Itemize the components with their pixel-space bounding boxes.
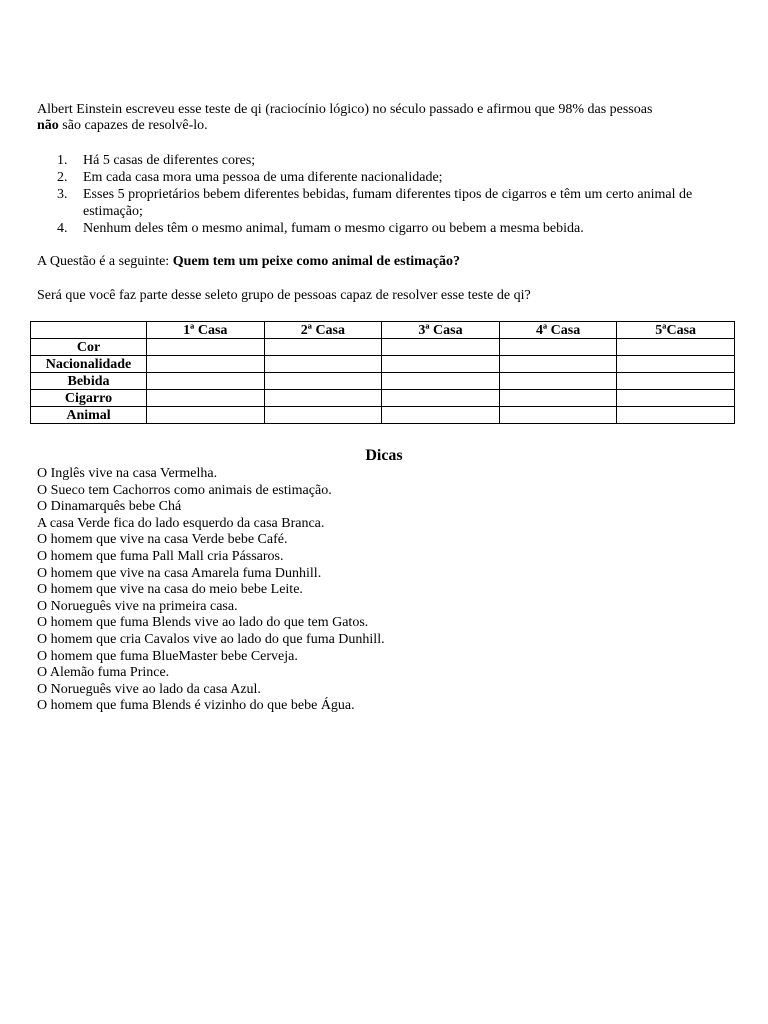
grid-header-row	[31, 322, 735, 339]
grid-row-cigarro	[31, 390, 735, 407]
rule-text: Nenhum deles têm o mesmo animal, fumam o mesmo cigarro ou bebem a mesma bebida.	[83, 221, 584, 236]
grid-cell[interactable]	[147, 390, 265, 407]
grid-row-label: Cigarro	[31, 390, 147, 407]
grid-cell[interactable]	[147, 339, 265, 356]
rule-item	[37, 220, 717, 237]
grid-cell[interactable]	[499, 407, 617, 424]
grid-header-cell: 1ª Casa	[147, 322, 265, 339]
rule-number: 3.	[57, 187, 68, 202]
dica-item: O homem que fuma Blends vive ao lado do que tem Gatos.	[37, 615, 369, 631]
question-prefix: A Questão é a seguinte:	[37, 254, 173, 269]
dica-item: O Alemão fuma Prince.	[37, 665, 170, 681]
grid-cell[interactable]	[147, 407, 265, 424]
dicas-list	[37, 466, 727, 715]
question-line	[37, 254, 727, 270]
grid-cell[interactable]	[382, 390, 500, 407]
dica-item: O Norueguês vive ao lado da casa Azul.	[37, 681, 261, 697]
rule-number: 2.	[57, 170, 68, 185]
dica-item: O Norueguês vive na primeira casa.	[37, 598, 238, 614]
question-text: Quem tem um peixe como animal de estimação?	[172, 254, 461, 269]
grid-cell[interactable]	[382, 407, 500, 424]
grid-header-cell: 4ª Casa	[499, 322, 617, 339]
rule-item	[37, 186, 717, 220]
intro-line-2-rest: são capazes de resolvê-lo.	[58, 118, 208, 133]
dica-item: O homem que vive na casa do meio bebe Leite.	[37, 582, 303, 598]
dicas-heading: Dicas	[365, 447, 403, 464]
dica-item: O homem que fuma Blends é vizinho do que bebe Água.	[37, 698, 355, 714]
grid-cell[interactable]	[617, 407, 735, 424]
grid-cell[interactable]	[147, 356, 265, 373]
grid-row-cor	[31, 339, 735, 356]
intro-emphasis: não	[37, 118, 59, 133]
grid-corner-cell	[31, 322, 147, 339]
intro-line-1: Albert Einstein escreveu esse teste de qi (raciocínio lógico) no século passado e afirmou que 98% das pessoas	[37, 102, 653, 117]
grid-header-cell: 3ª Casa	[382, 322, 500, 339]
grid-cell[interactable]	[617, 390, 735, 407]
rule-item	[37, 152, 717, 169]
grid-header-cell: 2ª Casa	[264, 322, 382, 339]
intro-line-2	[37, 118, 727, 134]
dica-item: O homem que cria Cavalos vive ao lado do que fuma Dunhill.	[37, 631, 385, 647]
grid-cell[interactable]	[264, 390, 382, 407]
dica-item: O Inglês vive na casa Vermelha.	[37, 466, 218, 481]
grid-row-nacionalidade	[31, 356, 735, 373]
rules-list	[37, 152, 717, 237]
dica-item: O homem que vive na casa Verde bebe Café.	[37, 532, 288, 548]
grid-cell[interactable]	[264, 373, 382, 390]
grid-cell[interactable]	[264, 356, 382, 373]
grid-row-label: Cor	[31, 339, 147, 356]
invite-line: Será que você faz parte desse seleto grupo de pessoas capaz de resolver esse teste de qi?	[37, 288, 531, 303]
dica-item: O homem que fuma Pall Mall cria Pássaros.	[37, 548, 284, 564]
dica-item: O homem que fuma BlueMaster bebe Cerveja.	[37, 648, 298, 664]
grid-cell[interactable]	[264, 407, 382, 424]
solution-grid	[30, 321, 735, 424]
dica-item: O homem que vive na casa Amarela fuma Dunhill.	[37, 565, 322, 581]
grid-row-animal	[31, 407, 735, 424]
rule-number: 4.	[57, 221, 68, 236]
rule-text: Em cada casa mora uma pessoa de uma diferente nacionalidade;	[83, 170, 443, 185]
grid-row-label: Nacionalidade	[31, 356, 147, 373]
grid-cell[interactable]	[499, 356, 617, 373]
grid-row-label: Bebida	[31, 373, 147, 390]
dica-item: A casa Verde fica do lado esquerdo da casa Branca.	[37, 515, 325, 531]
rule-number: 1.	[57, 153, 68, 168]
grid-cell[interactable]	[382, 356, 500, 373]
dica-item: O Dinamarquês bebe Chá	[37, 499, 182, 515]
grid-cell[interactable]	[617, 339, 735, 356]
grid-cell[interactable]	[264, 339, 382, 356]
grid-row-bebida	[31, 373, 735, 390]
dica-item: O Sueco tem Cachorros como animais de estimação.	[37, 482, 332, 498]
rule-text: Esses 5 proprietários bebem diferentes bebidas, fumam diferentes tipos de cigarros e têm um certo animal de estimação;	[83, 187, 693, 219]
rule-text: Há 5 casas de diferentes cores;	[83, 153, 256, 168]
grid-header-cell: 5ªCasa	[617, 322, 735, 339]
grid-cell[interactable]	[147, 373, 265, 390]
grid-cell[interactable]	[382, 339, 500, 356]
grid-cell[interactable]	[499, 390, 617, 407]
grid-cell[interactable]	[499, 339, 617, 356]
grid-cell[interactable]	[617, 373, 735, 390]
grid-cell[interactable]	[617, 356, 735, 373]
grid-row-label: Animal	[31, 407, 147, 424]
rule-item	[37, 169, 717, 186]
intro-paragraph	[37, 102, 727, 134]
grid-cell[interactable]	[499, 373, 617, 390]
grid-cell[interactable]	[382, 373, 500, 390]
